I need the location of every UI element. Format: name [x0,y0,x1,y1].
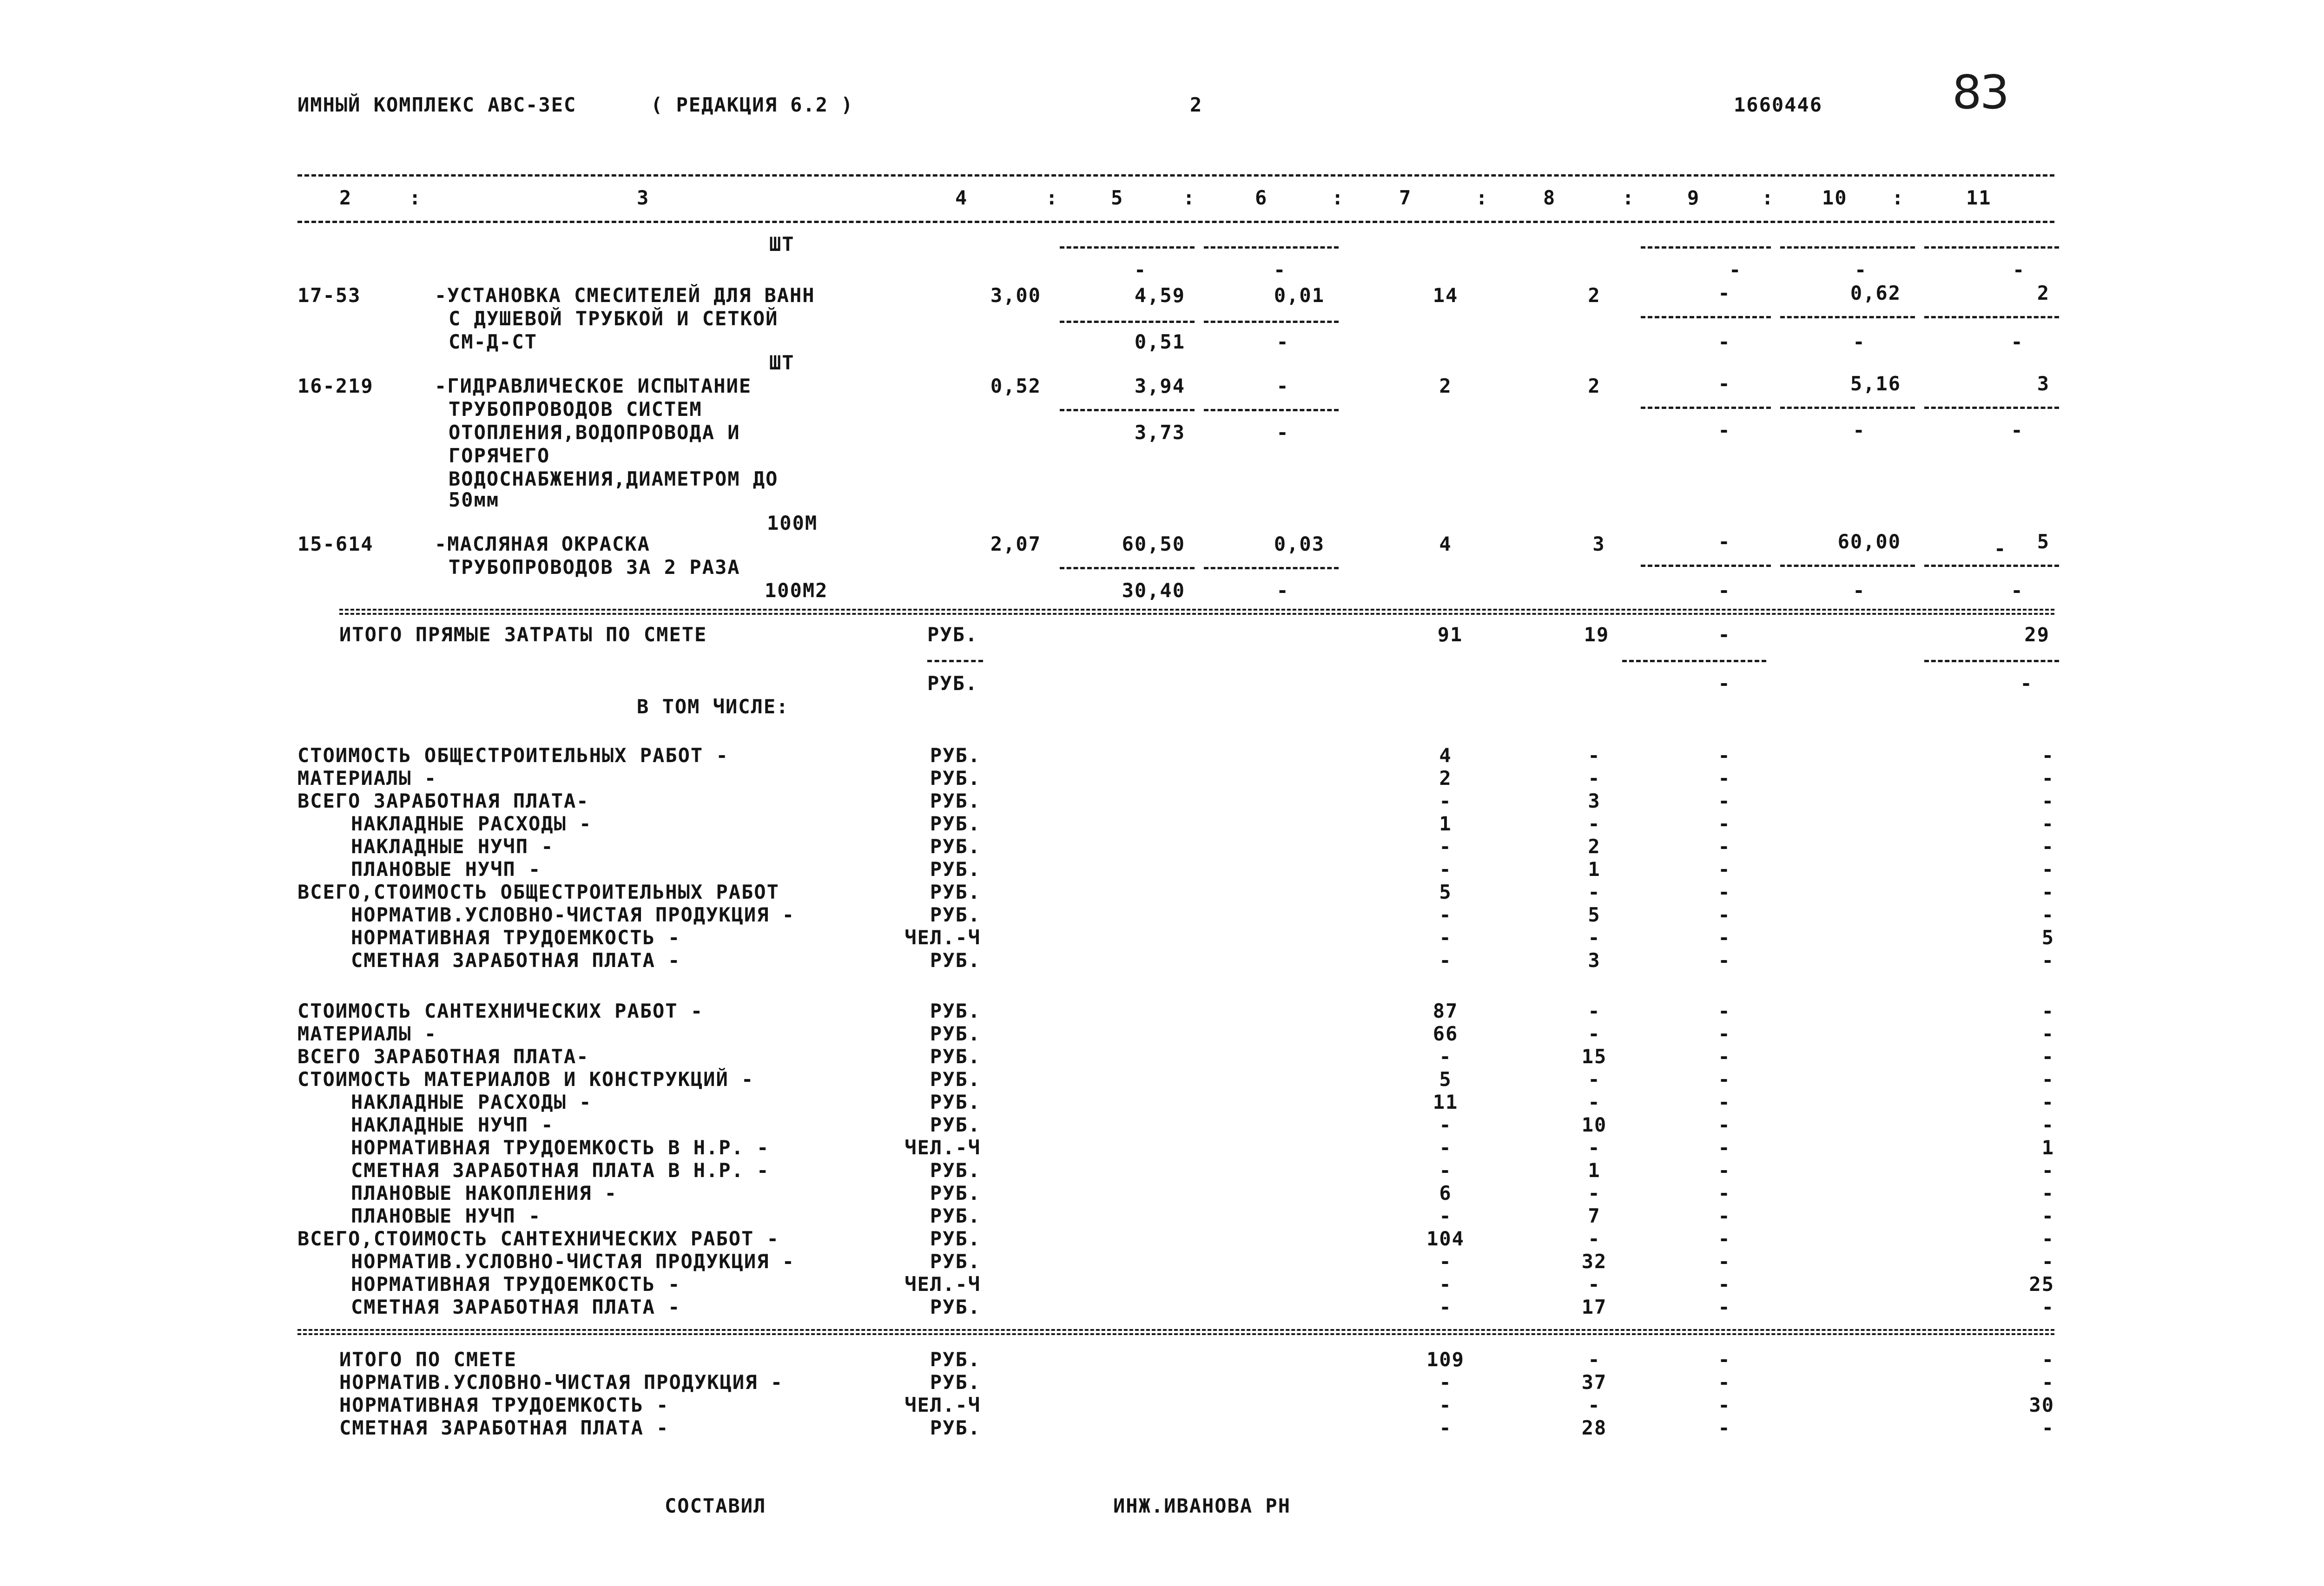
row-c9: - [1718,1136,1731,1159]
row-c11: - [2041,1227,2054,1250]
item-dash: - [1729,258,1742,281]
row-c7: - [1439,835,1452,858]
row-c8: 15 [1581,1045,1607,1068]
rule [1780,316,1915,318]
col-sep: : [1892,186,1905,209]
row-label: ИТОГО ПО СМЕТЕ [339,1348,517,1371]
row-c8: 32 [1581,1250,1607,1273]
row-c7: - [1439,926,1452,949]
rule [1641,246,1771,249]
row-c11: - [2041,1250,2054,1273]
col-sep: : [409,186,422,209]
row-label: ВСЕГО ЗАРАБОТНАЯ ПЛАТА- [297,790,589,812]
row-c11: - [2041,790,2054,812]
row-c7: - [1439,949,1452,972]
composed-label: СОСТАВИЛ [665,1494,766,1517]
col-num: 5 [1111,186,1124,209]
row-c8: 1 [1588,1159,1601,1182]
item-c9b: - [1718,579,1731,602]
row-c7: - [1439,790,1452,812]
rule [1204,321,1339,323]
row-c11: 1 [2041,1136,2054,1159]
rule [1780,246,1915,249]
item-c10b: - [1853,579,1866,602]
row-c11: - [2041,1068,2054,1091]
item-description: -ГИДРАВЛИЧЕСКОЕ ИСПЫТАНИЕ [435,375,752,397]
handwritten-page-number: 83 [1952,65,2008,119]
row-c9: - [1718,858,1731,881]
row-c8: - [1588,926,1601,949]
row-c11: - [2041,1204,2054,1227]
row-unit: РУБ. [930,1296,981,1318]
row-label: НОРМАТИВ.УСЛОВНО-ЧИСТАЯ ПРОДУКЦИЯ - [351,903,795,926]
row-c7: - [1439,1113,1452,1136]
rule [1060,246,1195,249]
item-c9b: - [1718,419,1731,441]
item-description: -МАСЛЯНАЯ ОКРАСКА [435,533,650,555]
row-c7: - [1439,1159,1452,1182]
row-unit: ЧЕЛ.-Ч [905,1136,981,1159]
row-c9: - [1718,1371,1731,1394]
row-label: СМЕТНАЯ ЗАРАБОТНАЯ ПЛАТА - [351,949,681,972]
item-quantity: 0,52 [990,375,1041,397]
item-c11b: - [2011,419,2024,441]
item-dash: - [1855,258,1868,281]
row-c11: - [2041,1348,2054,1371]
row-unit: РУБ. [930,1416,981,1439]
item-description: С ДУШЕВОЙ ТРУБКОЙ И СЕТКОЙ [449,307,779,330]
rule [1622,660,1766,662]
col-num: 4 [955,186,968,209]
row-c8: - [1588,1227,1601,1250]
row-c8: - [1588,1068,1601,1091]
item-price: 3,94 [1134,375,1185,397]
item-c6: 0,01 [1274,284,1325,307]
row-c8: - [1588,812,1601,835]
row-c9: - [1718,1273,1731,1296]
direct-total-c7: 91 [1437,623,1463,646]
item-unit: 100М [767,512,818,534]
item-c9: - [1718,530,1731,553]
rule [1924,316,2059,318]
row-c7: 4 [1439,744,1452,767]
rule [1641,407,1771,409]
col-num: 10 [1822,186,1848,209]
item-c7: 2 [1439,375,1452,397]
row-unit: ЧЕЛ.-Ч [905,1273,981,1296]
row-c8: - [1588,1182,1601,1204]
item-description: ГОРЯЧЕГО [449,444,550,467]
item-price2: 0,51 [1134,330,1185,353]
row-c9: - [1718,744,1731,767]
row-c9: - [1718,1204,1731,1227]
row-label: МАТЕРИАЛЫ - [297,1022,437,1045]
row-unit: РУБ. [930,858,981,881]
row-unit: РУБ. [930,1227,981,1250]
rule [1924,246,2059,249]
rule [1204,409,1339,411]
item-c7: 4 [1439,533,1452,555]
row-c11: - [2041,1416,2054,1439]
row-c11: - [2041,1296,2054,1318]
rule [1641,565,1771,567]
row-c7: - [1439,1045,1452,1068]
item-c9: - [1718,282,1731,304]
composed-by: ИНЖ.ИВАНОВА РН [1113,1494,1291,1517]
item-price: 4,59 [1134,284,1185,307]
item-c6b: - [1276,421,1289,444]
row-c9: - [1718,881,1731,903]
rule [1780,565,1915,567]
row-c8: - [1588,1136,1601,1159]
rule [1060,409,1195,411]
row-c8: - [1588,767,1601,790]
row-c8: 1 [1588,858,1601,881]
col-sep: : [1332,186,1345,209]
row-c9: - [1718,835,1731,858]
col-sep: : [1183,186,1196,209]
row-c8: - [1588,1348,1601,1371]
row-label: МАТЕРИАЛЫ - [297,767,437,790]
direct-total-label: ИТОГО ПРЯМЫЕ ЗАТРАТЫ ПО СМЕТЕ [339,623,707,646]
row-unit: РУБ. [930,1182,981,1204]
item-quantity: 2,07 [990,533,1041,555]
row-c11: - [2041,812,2054,835]
row-c9: - [1718,790,1731,812]
row-label: ПЛАНОВЫЕ НАКОПЛЕНИЯ - [351,1182,618,1204]
row-c7: 66 [1433,1022,1459,1045]
row-unit: РУБ. [930,949,981,972]
direct-total-unit: РУБ. [927,623,978,646]
row-c8: 3 [1588,790,1601,812]
row-label: ВСЕГО ЗАРАБОТНАЯ ПЛАТА- [297,1045,589,1068]
row-label: НОРМАТИВНАЯ ТРУДОЕМКОСТЬ - [339,1394,669,1416]
row-c7: 109 [1426,1348,1465,1371]
row-c11: - [2041,949,2054,972]
item-c8: 2 [1588,284,1601,307]
row-unit: РУБ. [930,812,981,835]
row-unit: РУБ. [930,1113,981,1136]
row-c11: - [2041,1182,2054,1204]
row-unit: РУБ. [930,1068,981,1091]
row-c11: - [2041,1022,2054,1045]
col-num: 8 [1543,186,1556,209]
item-c10: 5,16 [1850,372,1901,395]
col-sep: : [1046,186,1059,209]
item-c7: 14 [1433,284,1459,307]
row-unit: ЧЕЛ.-Ч [905,926,981,949]
direct-total-c11b: - [2020,672,2033,695]
rule [1924,660,2059,662]
row-c11: - [2041,858,2054,881]
rule [1780,407,1915,409]
row-unit: РУБ. [930,1371,981,1394]
row-unit: РУБ. [930,881,981,903]
rule [1204,246,1339,249]
including-heading: В ТОМ ЧИСЛЕ: [637,695,789,718]
row-c9: - [1718,767,1731,790]
row-c9: - [1718,1416,1731,1439]
row-unit: РУБ. [930,1204,981,1227]
row-c8: - [1588,1091,1601,1113]
col-num: 7 [1399,186,1412,209]
row-label: СТОИМОСТЬ МАТЕРИАЛОВ И КОНСТРУКЦИЙ - [297,1068,754,1091]
item-c11b: - [2011,330,2024,353]
row-c8: 28 [1581,1416,1607,1439]
item-price: 60,50 [1122,533,1185,555]
row-c9: - [1718,1250,1731,1273]
row-c7: - [1439,1136,1452,1159]
item-c10b: - [1853,419,1866,441]
col-num: 2 [339,186,352,209]
row-c7: - [1439,1371,1452,1394]
row-label: СМЕТНАЯ ЗАРАБОТНАЯ ПЛАТА В Н.Р. - [351,1159,770,1182]
row-c11: 5 [2041,926,2054,949]
row-unit: РУБ. [930,1159,981,1182]
col-num: 3 [637,186,650,209]
row-c9: - [1718,1394,1731,1416]
item-quantity: 3,00 [990,284,1041,307]
item-description: СМ-Д-СТ [449,330,538,353]
row-label: СТОИМОСТЬ САНТЕХНИЧЕСКИХ РАБОТ - [297,1000,704,1022]
item-c11: 2 [2037,282,2050,304]
row-label: НОРМАТИВНАЯ ТРУДОЕМКОСТЬ - [351,926,681,949]
row-c11: 30 [2029,1394,2054,1416]
item-price2: 30,40 [1122,579,1185,602]
unit-label: ШТ [769,233,795,256]
row-c9: - [1718,1113,1731,1136]
row-c9: - [1718,1045,1731,1068]
row-c7: - [1439,858,1452,881]
row-c9: - [1718,1091,1731,1113]
row-c7: - [1439,1296,1452,1318]
page-number: 2 [1190,93,1203,116]
rule [1641,316,1771,318]
row-c8: - [1588,1022,1601,1045]
item-description: ТРУБОПРОВОДОВ ЗА 2 РАЗА [449,556,740,579]
direct-total-unit2: РУБ. [927,672,978,695]
row-c9: - [1718,1068,1731,1091]
row-c8: 17 [1581,1296,1607,1318]
row-unit: РУБ. [930,767,981,790]
row-c8: - [1588,744,1601,767]
rule [1924,407,2059,409]
row-label: ПЛАНОВЫЕ НУЧП - [351,1204,541,1227]
col-num: 11 [1966,186,1992,209]
row-label: ПЛАНОВЫЕ НУЧП - [351,858,541,881]
row-c7: 87 [1433,1000,1459,1022]
row-c9: - [1718,903,1731,926]
rule [1204,567,1339,569]
item-c9b: - [1718,330,1731,353]
item-unit: ШТ [769,351,795,374]
row-unit: РУБ. [930,1348,981,1371]
row-c11: - [2041,903,2054,926]
item-description: ОТОПЛЕНИЯ,ВОДОПРОВОДА И [449,421,740,444]
row-c8: 3 [1588,949,1601,972]
item-11a: - [2013,258,2026,281]
row-c7: 5 [1439,881,1452,903]
system-title: ИМНЫЙ КОМПЛЕКС АВС-3ЕС [297,93,577,116]
row-c9: - [1718,949,1731,972]
row-label: НОРМАТИВНАЯ ТРУДОЕМКОСТЬ - [351,1273,681,1296]
row-c8: - [1588,1394,1601,1416]
row-c8: 2 [1588,835,1601,858]
rule [1060,321,1195,323]
col-sep: : [1476,186,1489,209]
item-c6b: - [1276,579,1289,602]
col-num: 6 [1255,186,1268,209]
row-c9: - [1718,1000,1731,1022]
row-c7: - [1439,903,1452,926]
row-c8: - [1588,1000,1601,1022]
item-c11b: - [2011,579,2024,602]
direct-total-c8: 19 [1584,623,1610,646]
row-c11: - [2041,1091,2054,1113]
row-c11: - [2041,744,2054,767]
row-c9: - [1718,1296,1731,1318]
row-unit: РУБ. [930,1000,981,1022]
item-description: 50мм [449,488,500,511]
item-description: ВОДОСНАБЖЕНИЯ,ДИАМЕТРОМ ДО [449,467,779,490]
item-dash: - [1274,258,1287,281]
item-c6b: - [1276,330,1289,353]
row-c9: - [1718,1227,1731,1250]
row-c9: - [1718,1348,1731,1371]
row-c8: 10 [1581,1113,1607,1136]
item-description: -УСТАНОВКА СМЕСИТЕЛЕЙ ДЛЯ ВАНН [435,284,815,307]
col-sep: : [1762,186,1775,209]
row-label: СТОИМОСТЬ ОБЩЕСТРОИТЕЛЬНЫХ РАБОТ - [297,744,729,767]
row-unit: РУБ. [930,1091,981,1113]
row-c8: 37 [1581,1371,1607,1394]
row-c7: 104 [1426,1227,1465,1250]
rule [1060,567,1195,569]
row-label: СМЕТНАЯ ЗАРАБОТНАЯ ПЛАТА - [339,1416,669,1439]
row-c11: - [2041,1045,2054,1068]
row-c9: - [1718,1022,1731,1045]
row-c8: - [1588,881,1601,903]
document-number: 1660446 [1734,93,1823,116]
row-c11: - [2041,767,2054,790]
row-unit: РУБ. [930,1022,981,1045]
item-c6: 0,03 [1274,533,1325,555]
row-c7: 2 [1439,767,1452,790]
row-label: ВСЕГО,СТОИМОСТЬ САНТЕХНИЧЕСКИХ РАБОТ - [297,1227,779,1250]
row-c11: - [2041,1159,2054,1182]
rule [927,660,983,662]
item-c10b: - [1853,330,1866,353]
item-c8: 3 [1592,533,1605,555]
row-label: НОРМАТИВНАЯ ТРУДОЕМКОСТЬ В Н.Р. - [351,1136,770,1159]
row-c9: - [1718,1159,1731,1182]
row-unit: ЧЕЛ.-Ч [905,1394,981,1416]
row-c11: - [2041,881,2054,903]
row-c11: 25 [2029,1273,2054,1296]
row-c7: 11 [1433,1091,1459,1113]
item-unit: 100М2 [765,579,828,602]
row-c7: 5 [1439,1068,1452,1091]
item-code: 16-219 [297,375,374,397]
header-rule-top [297,174,2054,177]
row-unit: РУБ. [930,903,981,926]
row-label: НАКЛАДНЫЕ РАСХОДЫ - [351,1091,592,1113]
row-c9: - [1718,812,1731,835]
item-description: ТРУБОПРОВОДОВ СИСТЕМ [449,398,702,421]
col-sep: : [1622,186,1635,209]
item-c10: 60,00 [1837,530,1901,553]
row-unit: РУБ. [930,835,981,858]
row-c7: - [1439,1273,1452,1296]
row-c11: - [2041,1371,2054,1394]
edition-label: ( РЕДАКЦИЯ 6.2 ) [651,93,854,116]
item-c11: 3 [2037,372,2050,395]
row-c8: - [1588,1273,1601,1296]
item-code: 15-614 [297,533,374,555]
item-c10: 0,62 [1850,282,1901,304]
rule [1924,565,2059,567]
item-c8: 2 [1588,375,1601,397]
row-c7: - [1439,1394,1452,1416]
row-unit: РУБ. [930,1045,981,1068]
row-label: НАКЛАДНЫЕ РАСХОДЫ - [351,812,592,835]
totals-rule [339,609,2054,615]
direct-total-c9b: - [1718,672,1731,695]
row-label: НАКЛАДНЫЕ НУЧП - [351,1113,554,1136]
row-c7: - [1439,1250,1452,1273]
row-label: СМЕТНАЯ ЗАРАБОТНАЯ ПЛАТА - [351,1296,681,1318]
row-c7: - [1439,1204,1452,1227]
row-c11: - [2041,1000,2054,1022]
item-c11: 5 [2037,530,2050,553]
row-c7: 1 [1439,812,1452,835]
row-unit: РУБ. [930,790,981,812]
row-c8: 7 [1588,1204,1601,1227]
grand-total-rule [297,1329,2054,1335]
item-c9: - [1718,372,1731,395]
row-label: НАКЛАДНЫЕ НУЧП - [351,835,554,858]
header-rule-bottom [297,221,2054,223]
row-c11: - [2041,835,2054,858]
item-c6: - [1276,375,1289,397]
row-c7: - [1439,1416,1452,1439]
row-unit: РУБ. [930,1250,981,1273]
row-label: НОРМАТИВ.УСЛОВНО-ЧИСТАЯ ПРОДУКЦИЯ - [339,1371,784,1394]
col-num: 9 [1687,186,1700,209]
item-code: 17-53 [297,284,361,307]
row-label: ВСЕГО,СТОИМОСТЬ ОБЩЕСТРОИТЕЛЬНЫХ РАБОТ [297,881,779,903]
row-unit: РУБ. [930,744,981,767]
row-c7: 6 [1439,1182,1452,1204]
row-label: НОРМАТИВ.УСЛОВНО-ЧИСТАЯ ПРОДУКЦИЯ - [351,1250,795,1273]
direct-total-c9: - [1718,623,1731,646]
row-c8: 5 [1588,903,1601,926]
row-c9: - [1718,926,1731,949]
row-c11: - [2041,1113,2054,1136]
item-dash: - [1134,258,1147,281]
direct-total-c11: 29 [2024,623,2050,646]
row-c9: - [1718,1182,1731,1204]
item-price2: 3,73 [1134,421,1185,444]
item-11a: - [1994,537,2007,560]
